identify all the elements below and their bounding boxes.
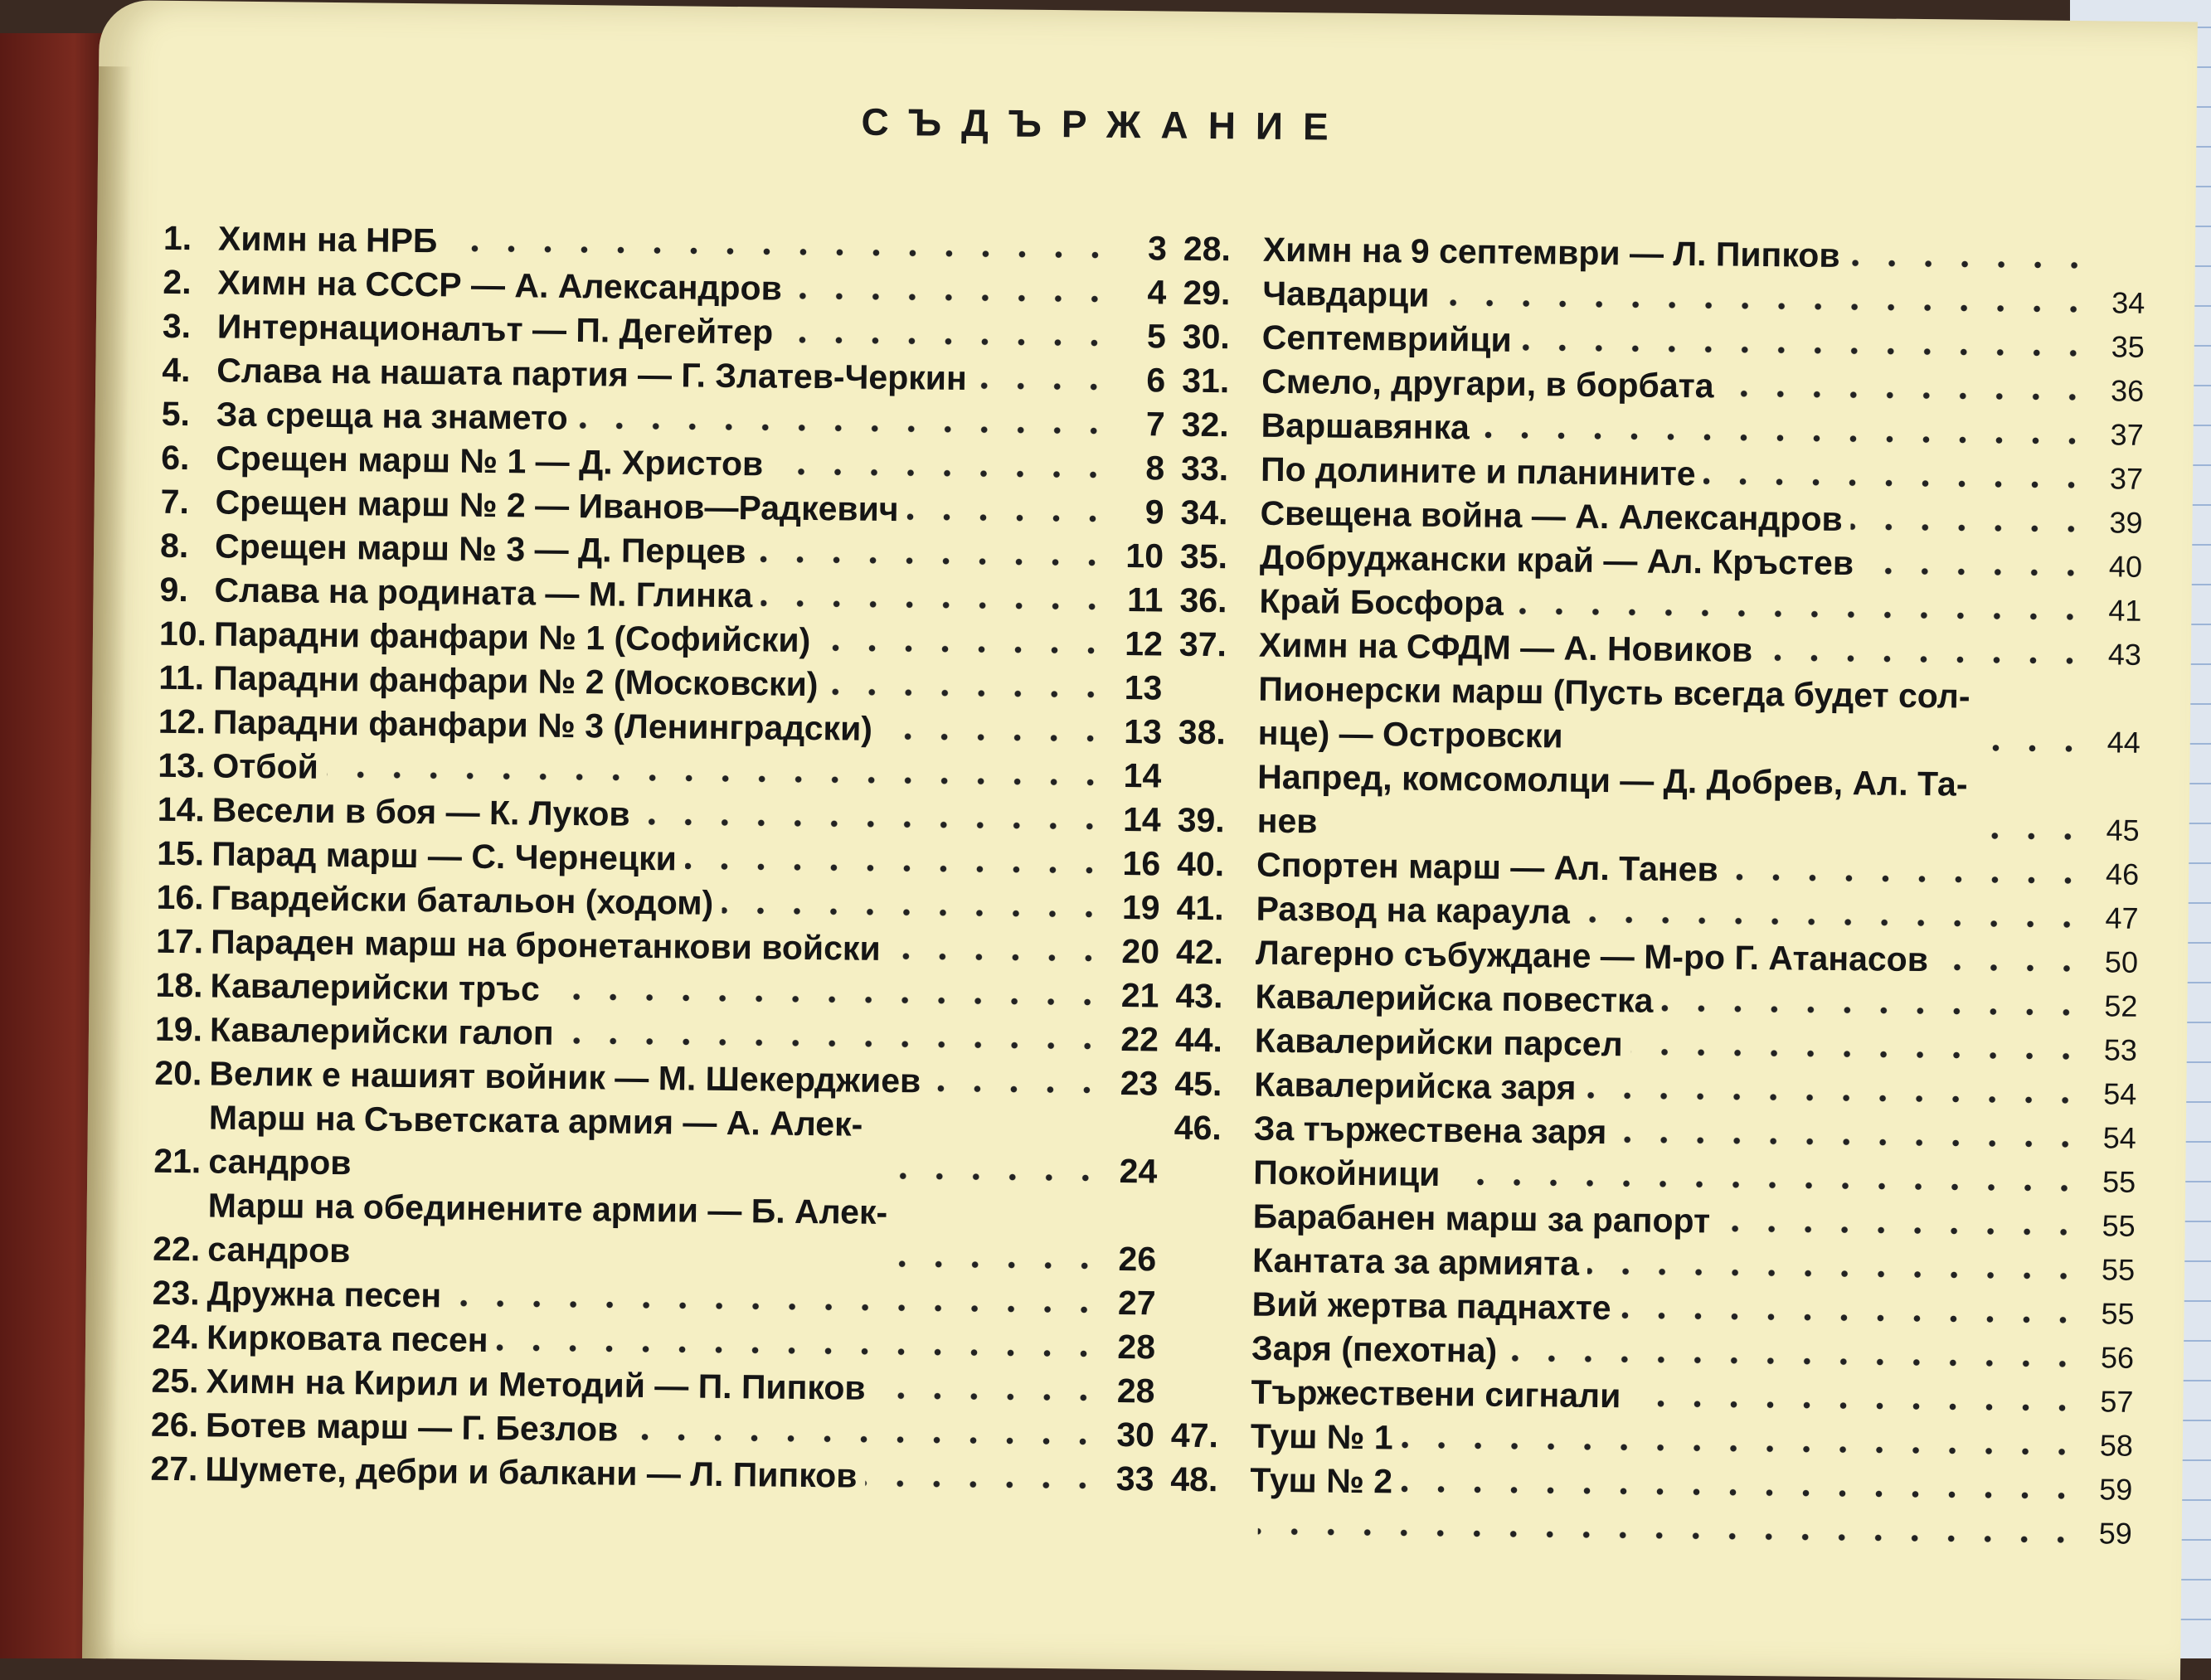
entry-title: Велик е нашият войник — М. Шекерджиев [209, 1054, 921, 1100]
toc-entry [1170, 1502, 2132, 1556]
entry-title: Шумете, дебри и балкани — Л. Пипков [205, 1449, 858, 1495]
entry-title: Туш № 1 [1250, 1416, 1393, 1457]
entry-page-number: 30 [1116, 1415, 1155, 1454]
entry-title: Кавалерийска повестка [1255, 977, 1654, 1020]
entry-page-number: 55 [2101, 1252, 2136, 1287]
entry-number: 11. [158, 658, 205, 697]
entry-page-number: 55 [2101, 1296, 2135, 1331]
entry-page-number: 14 [1122, 799, 1161, 839]
entry-title: Кирковата песен [206, 1318, 488, 1359]
dot-leader [626, 1434, 1101, 1445]
dot-leader [790, 293, 1114, 303]
entry-page-number: 11 [1126, 580, 1164, 619]
entry-title: Заря (пехотна) [1251, 1328, 1498, 1370]
entry-title: Химн на 9 септември — Л. Пипков [1262, 230, 1840, 274]
entry-title: Септемврийци [1261, 318, 1512, 359]
entry-page-number: 46 [2105, 857, 2140, 891]
entry-number: 46. [1174, 1108, 1222, 1148]
dot-leader [576, 422, 1112, 435]
dot-leader [975, 382, 1113, 391]
dot-leader [1978, 745, 2087, 752]
entry-number: 14. [157, 789, 206, 829]
dot-leader [1578, 916, 2086, 928]
dot-leader [1619, 1312, 2081, 1323]
entry-title: Парад марш — С. Чернецки [211, 834, 678, 878]
dot-leader [638, 818, 1107, 830]
entry-page-number: 56 [2100, 1340, 2135, 1375]
entry-title: Химн на СФДМ — А. Новиков [1258, 625, 1753, 669]
toc-column-left [150, 216, 1167, 1502]
dot-leader [871, 1173, 1105, 1182]
dot-leader [685, 862, 1107, 873]
entry-number: 15. [156, 833, 205, 873]
entry-number: 43. [1175, 976, 1223, 1016]
entry-title: Парадни фанфари № 1 (Софийски) [213, 614, 811, 660]
entry-title: Напред, комсомолци — Д. Добрев, Ал. Та- нев [1256, 757, 1968, 841]
entry-number: 33. [1180, 449, 1229, 488]
dot-leader [548, 993, 1106, 1006]
entry-page-number: 35 [2111, 329, 2145, 364]
entry-page-number: 39 [2109, 505, 2143, 540]
entry-number: 6. [160, 438, 190, 478]
entry-page-number: 23 [1120, 1063, 1159, 1103]
dot-leader [1437, 299, 2092, 313]
dot-leader [1703, 478, 2090, 488]
entry-number: 28. [1183, 229, 1232, 269]
entry-page-number: 3 [1147, 229, 1168, 268]
dot-leader [929, 1085, 1105, 1094]
entry-page-number: 40 [2108, 549, 2143, 584]
entry-page-number: 13 [1124, 668, 1163, 707]
entry-page-number: 33 [1115, 1459, 1154, 1498]
dot-leader [1584, 1092, 2083, 1104]
dot-leader [1761, 654, 2088, 664]
entry-number: 25. [151, 1361, 199, 1401]
entry-number: 47. [1170, 1415, 1219, 1455]
entry-title: По долините и планините [1260, 449, 1696, 493]
dot-leader [1520, 344, 2092, 357]
entry-title: Парадни фанфари № 3 (Ленинградски) [212, 702, 873, 748]
entry-page-number: 47 [2105, 901, 2139, 935]
entry-title: Лагерно събуждане — М-ро Г. Атанасов [1255, 933, 1929, 979]
entry-title: Туш № 2 [1250, 1460, 1393, 1501]
entry-title: Гвардейски батальон (ходом) [211, 878, 714, 922]
entry-title: Весели в боя — К. Луков [211, 790, 630, 833]
entry-title: Дружна песен [207, 1274, 442, 1315]
entry-page-number: 6 [1146, 361, 1166, 400]
entry-number: 27. [150, 1449, 198, 1488]
entry-page-number: 36 [2110, 373, 2145, 408]
dot-leader [1587, 1268, 2082, 1279]
entry-number: 24. [151, 1317, 200, 1357]
dot-leader [1615, 1136, 2083, 1148]
dot-leader [781, 337, 1113, 347]
entry-number: 5. [161, 394, 191, 434]
entry-number: 45. [1174, 1064, 1222, 1104]
entry-number: 18. [155, 965, 203, 1005]
dot-leader [1727, 874, 2086, 885]
entry-page-number: 50 [2104, 944, 2139, 979]
dot-leader [895, 1260, 1103, 1270]
entry-page-number: 59 [2099, 1472, 2133, 1507]
dot-leader [1512, 608, 2089, 620]
entry-number: 13. [158, 745, 206, 785]
page-title: СЪДЪРЖАНИЕ [861, 100, 1348, 148]
dot-leader [760, 600, 1110, 609]
entry-title: Марш на обединените армии — Б. Алек- сандров [207, 1186, 888, 1270]
entry-page-number: 7 [1145, 405, 1165, 444]
entry-title: Интернационалът — П. Дегейтер [216, 307, 774, 352]
entry-page-number: 8 [1145, 449, 1165, 488]
dot-leader [1402, 1442, 2080, 1456]
entry-title: Смело, другари, в борбата [1261, 362, 1714, 405]
entry-page-number: 16 [1122, 843, 1161, 883]
toc-entry [153, 1183, 1157, 1282]
entry-title: Химн на Кирил и Методий — П. Пипков [206, 1362, 866, 1407]
dot-leader [873, 1392, 1101, 1401]
dot-leader [445, 245, 1114, 258]
entry-page-number: 9 [1144, 493, 1164, 532]
entry-title: Кавалерийски парсел [1254, 1021, 1623, 1064]
entry-title: Срещен марш № 1 — Д. Христов [215, 439, 764, 483]
entry-title: Кавалерийска заря [1254, 1065, 1577, 1107]
entry-number: 30. [1182, 317, 1231, 357]
entry-number: 41. [1176, 888, 1224, 928]
entry-number: 36. [1179, 580, 1227, 620]
dot-leader [1722, 391, 2091, 401]
entry-page-number: 53 [2103, 1032, 2138, 1067]
entry-title: За тържествена заря [1253, 1109, 1607, 1152]
dot-leader [722, 907, 1106, 918]
dot-leader [826, 688, 1109, 698]
entry-number: 22. [152, 1229, 201, 1269]
entry-number: 44. [1174, 1020, 1223, 1060]
dot-leader [1661, 1005, 2084, 1016]
entry-title: Варшавянка [1261, 405, 1470, 447]
entry-number: 48. [1170, 1459, 1218, 1499]
entry-number: 35. [1179, 537, 1228, 576]
dot-leader [907, 513, 1111, 522]
entry-title: Кавалерийски галоп [209, 1010, 554, 1052]
entry-title: Химн на НРБ [217, 219, 438, 260]
entry-page-number: 26 [1118, 1239, 1157, 1279]
entry-page-number: 59 [2098, 1516, 2132, 1551]
entry-title: Покойници [1253, 1153, 1441, 1194]
entry-title: Тържествени сигнали [1251, 1372, 1621, 1415]
entry-number: 9. [159, 570, 189, 609]
entry-page-number: 58 [2099, 1428, 2134, 1463]
entry-number: 2. [163, 262, 192, 302]
dot-leader [819, 644, 1110, 654]
entry-number: 34. [1180, 493, 1228, 532]
entry-page-number: 24 [1119, 1151, 1158, 1191]
entry-page-number: 20 [1121, 931, 1160, 971]
entry-number: 12. [158, 702, 207, 741]
dot-leader [865, 1480, 1101, 1489]
entry-page-number: 28 [1116, 1371, 1155, 1411]
entry-number: 23. [152, 1273, 200, 1313]
entry-page-number: 12 [1125, 624, 1164, 663]
entry-number: 19. [154, 1009, 203, 1049]
entry-number: 10. [158, 614, 207, 653]
entry-number: 4. [162, 350, 191, 390]
book-page [82, 0, 2198, 1680]
dot-leader [1851, 523, 2090, 532]
entry-number: 1. [163, 218, 192, 258]
entry-title: Чавдарци [1262, 274, 1430, 314]
entry-title: Добруджански край — Ал. Кръстев [1259, 537, 1854, 583]
entry-title: Барабанен марш за рапорт [1252, 1197, 1711, 1241]
dot-leader [449, 1300, 1103, 1313]
dot-leader [1862, 567, 2089, 576]
dot-leader [1848, 260, 2092, 269]
entry-number: 38. [1178, 712, 1227, 752]
dot-leader [1401, 1486, 2079, 1500]
toc-column-right [1170, 227, 2146, 1556]
toc-entry [153, 1095, 1158, 1194]
entry-number: 40. [1176, 844, 1225, 884]
entry-title: Отбой [212, 746, 319, 786]
entry-page-number: 54 [2102, 1120, 2136, 1155]
entry-number: 8. [159, 526, 189, 566]
dot-leader [1478, 431, 2091, 444]
entry-page-number: 41 [2108, 593, 2142, 628]
dot-leader [754, 556, 1110, 566]
dot-leader [889, 953, 1106, 962]
dot-leader [1718, 1226, 2082, 1236]
entry-number: 16. [156, 877, 204, 917]
entry-title: Марш на Съветската армия — А. Алек- сандров [208, 1098, 863, 1182]
entry-number: 3. [162, 306, 192, 346]
entry-title: Слава на родината — М. Глинка [214, 571, 753, 615]
dot-leader [562, 1037, 1106, 1050]
entry-page-number: 55 [2102, 1208, 2136, 1243]
entry-page-number: 37 [2109, 461, 2144, 496]
entry-number: 29. [1183, 273, 1231, 313]
entry-title: Край Босфора [1259, 581, 1504, 623]
dot-leader [1258, 1528, 2079, 1543]
entry-number: 32. [1181, 405, 1229, 444]
entry-page-number: 57 [2100, 1384, 2134, 1419]
entry-title: Слава на нашата партия — Г. Златев-Черкин [216, 351, 967, 397]
entry-page-number: 13 [1123, 711, 1163, 751]
toc-entry [1177, 755, 2140, 852]
entry-title: Спортен марш — Ал. Танев [1256, 845, 1718, 889]
entry-number: 7. [160, 482, 190, 522]
dot-leader [1629, 1400, 2080, 1411]
dot-leader [327, 771, 1108, 786]
entry-title: Химн на СССР — А. Александров [217, 263, 783, 308]
entry-page-number: 4 [1147, 273, 1167, 312]
entry-page-number: 54 [2103, 1076, 2137, 1111]
dot-leader [881, 733, 1109, 742]
entry-page-number: 10 [1125, 536, 1164, 575]
toc-entry [1178, 667, 2141, 765]
entry-number: 39. [1177, 800, 1225, 840]
entry-page-number: 14 [1123, 755, 1162, 795]
entry-number: 42. [1175, 932, 1224, 972]
dot-leader [1505, 1355, 2081, 1367]
dot-leader [1631, 1048, 2084, 1060]
entry-number: 37. [1178, 624, 1227, 664]
entry-number: 21. [153, 1141, 202, 1181]
entry-title: Кантата за армията [1251, 1241, 1580, 1283]
entry-page-number: 27 [1117, 1283, 1156, 1323]
entry-page-number: 45 [2106, 813, 2140, 847]
entry-number: 31. [1182, 361, 1230, 401]
toc-entry [150, 1447, 1154, 1502]
entry-page-number: 19 [1121, 887, 1160, 927]
entry-title: Развод на караула [1256, 889, 1571, 931]
entry-title: Пионерски марш (Пусть всегда будет сол- нце) — Островски [1257, 669, 1970, 755]
entry-page-number: 28 [1117, 1327, 1156, 1367]
dot-leader [1448, 1178, 2082, 1192]
entry-title: За среща на знамето [216, 395, 568, 437]
entry-title: Срещен марш № 3 — Д. Перцев [214, 527, 746, 571]
entry-number: 17. [155, 921, 204, 961]
dot-leader [1975, 833, 2087, 840]
entry-title: Ботев марш — Г. Безлов [205, 1406, 619, 1449]
entry-page-number: 22 [1120, 1019, 1159, 1059]
entry-page-number: 44 [2107, 725, 2141, 760]
entry-page-number: 55 [2102, 1164, 2136, 1199]
entry-title: Кавалерийски тръс [210, 966, 541, 1008]
entry-page-number: 43 [2107, 637, 2142, 672]
entry-title: Срещен марш № 2 — Иванов—Радкевич [215, 483, 899, 529]
entry-number: 26. [150, 1405, 199, 1445]
entry-title: Параден марш на бронетанкови войски [210, 922, 881, 968]
entry-page-number: 34 [2111, 285, 2145, 320]
dot-leader [771, 469, 1111, 478]
dot-leader [496, 1344, 1102, 1357]
entry-page-number: 37 [2110, 417, 2144, 452]
entry-number: 20. [154, 1053, 202, 1093]
dot-leader [1936, 964, 2085, 972]
entry-title: Вий жертва паднахте [1251, 1284, 1611, 1328]
entry-page-number: 52 [2104, 988, 2138, 1023]
entry-page-number: 21 [1120, 975, 1159, 1015]
entry-title: Парадни фанфари № 2 (Московски) [213, 658, 819, 704]
entry-page-number: 5 [1146, 317, 1167, 356]
entry-title: Свещена война — А. Александров [1260, 493, 1843, 539]
